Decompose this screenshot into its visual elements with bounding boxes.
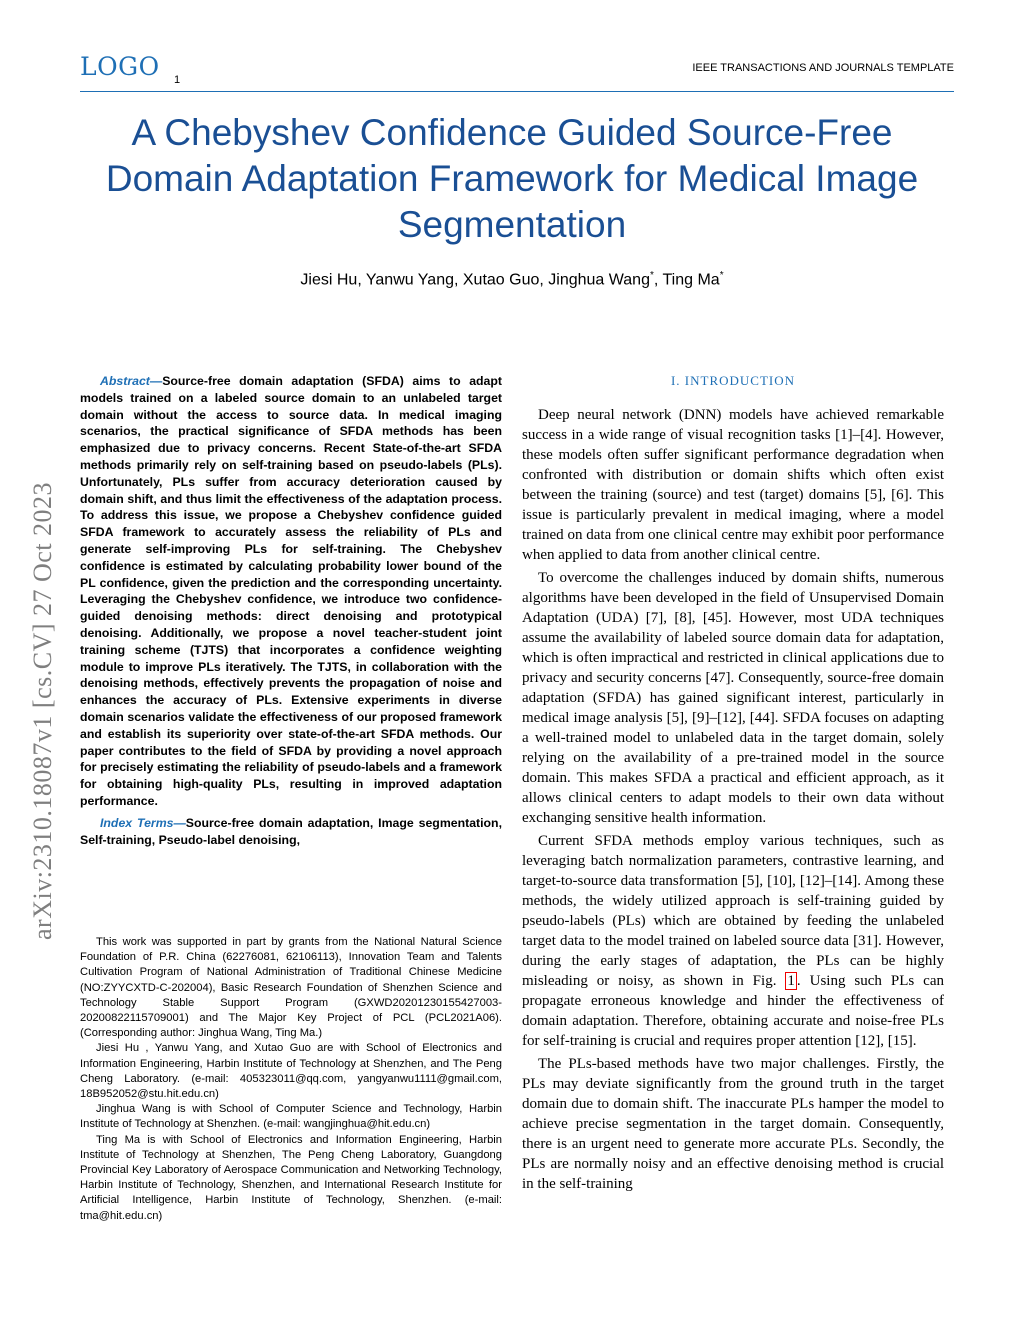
page-number: 1 — [174, 74, 181, 86]
index-terms-text: Source-free domain adaptation, Image segmentation, Self-training, Pseudo-label denoising, — [80, 815, 502, 847]
footnotes — [80, 935, 502, 1224]
section-heading-introduction: I. INTRODUCTION — [670, 373, 796, 388]
intro-paragraph-4: The PLs-based methods have two major challenges. Firstly, the PLs may deviate significantly from the ground truth in the target domain due to domain shift. The inaccurate PLs hamper the model to achieve precise segmentation in the target domain. Consequently, there is an urgent need to generate more accurate PLs. Secondly, the PLs are normally noisy and an effective denoising method is crucial in the self-training — [522, 1056, 944, 1192]
intro-paragraph-2: To overcome the challenges induced by domain shifts, numerous algorithms have been developed in the field of Unsupervised Domain Adaptation (UDA) [7], [8], [45]. However, most UDA techniques assume the availability of labeled source domain data for adaptation, which is often impractical and restricted in clinical applications due to privacy and security concerns [47]. Consequently, source-free domain adaptation (SFDA) has gained significant interest, particularly in medical image analysis [5], [9]–[12], [44]. SFDA focuses on adapting a well-trained model to unlabeled data in the target domain, solely relying on the availability of a pre-trained model in the source domain. This makes SFDA a practical and efficient approach, as it allows clinical centers to adapt models to their own data without exchanging sensitive health information. — [522, 570, 944, 826]
author-list — [80, 270, 944, 289]
corresponding-mark-b: * — [719, 270, 724, 281]
intro-paragraph-3-start: Current SFDA methods employ various techniques, such as leveraging batch normalization parameters, contrastive learning, and target-to-source data transformation [5], [10], [12]–[14]. Among these methods, the widely utilized approach is self-training guided by pseudo-labels (PLs) which are obtained by feeding the unlabeled target data to the model trained on labeled source data [31]. However, during the early stages of adaptation, the PLs can be highly misleading or noisy, as shown in Fig. — [522, 833, 944, 989]
index-terms-label: Index Terms— — [100, 815, 186, 830]
footnote-funding: This work was supported in part by grants from the National Natural Science Foundation of P.R. China (62276081, 62106113), Innovation Team and Talents Cultivation Program of National Administration of Traditional Chinese Medicine (NO:ZYYCXTD-C-202004), Basic Research Foundation of Shenzhen Science and Technology Stable Support Program (GXWD20201230155427003-20200822115709001) and The Major Key Project of PCL (PCL2021A06). (Corresponding author: Jinghua Wang, Ting Ma.) — [80, 936, 502, 1040]
footnote-affiliation-3: Ting Ma is with School of Electronics and Information Engineering, Harbin Institute of Technology at Shenzhen, The Peng Cheng Laboratory, Guangdong Provincial Key Laboratory of Aerospace Communication and Networking Technology, Harbin Institute of Technology, Shenzhen, and International Research Institute for Artificial Intelligence, Harbin Institute of Technology, Shenzhen. (e-mail: tma@hit.edu.cn) — [80, 1133, 502, 1222]
authors-part-a: Jiesi Hu, Yanwu Yang, Xutao Guo, Jinghua Wang — [300, 271, 650, 289]
abstract-label: Abstract— — [100, 374, 163, 388]
index-terms — [80, 815, 502, 849]
paper-title: A Chebyshev Confidence Guided Source-Free Domain Adaptation Framework for Medical Image Segmentation — [105, 112, 919, 245]
right-column — [522, 373, 944, 1197]
left-column — [80, 373, 502, 848]
figure-link[interactable]: 1 — [787, 973, 795, 989]
journal-header: IEEE TRANSACTIONS AND JOURNALS TEMPLATE — [692, 62, 954, 74]
header-rule — [80, 91, 954, 92]
abstract-text: Source-free domain adaptation (SFDA) aims to adapt models trained on a labeled source domain to an unlabeled target domain without the access to source data. In medical imaging scenarios, the practical significance of SFDA methods has been emphasized due to privacy concerns. Recent State-of-the-art SFDA methods primarily rely on self-training based on pseudo-labels (PLs). Unfortunately, PLs suffer from accuracy deterioration caused by domain shift, and thus limit the effectiveness of the adaptation process. To address this issue, we propose a Chebyshev confidence guided SFDA framework to accurately assess the reliability of PLs and generate self-improving PLs for self-training. The Chebyshev confidence is estimated by calculating probability lower bound of the PL confidence, given the prediction and the corresponding uncertainty. Leveraging the Chebyshev confidence, we introduce two confidence-guided denoising methods: direct denoising and prototypical denoising. Additionally, we propose a novel teacher-student joint training scheme (TJTS) that incorporates a confidence weighting module to improve PLs iteratively. The TJTS, in collaboration with the denoising methods, effectively prevents the propagation of noise and enhances the accuracy of PLs. Extensive experiments in diverse domain scenarios validate the effectiveness of our proposed framework and establish its superiority over state-of-the-art SFDA methods. Our paper contributes to the field of SFDA by providing a novel approach for precisely estimating the reliability of pseudo-labels and a framework for obtaining high-quality PLs, resulting in improved adaptation performance. — [80, 374, 502, 808]
intro-paragraph-3 — [522, 831, 944, 1051]
intro-paragraph-1: Deep neural network (DNN) models have achieved remarkable success in a wide range of visual recognition tasks [1]–[4]. However, these models often suffer significant performance degradation when confronted with distribution or domain shifts which often exist between the training (source) and test (target) domains [5], [6]. This issue is particularly prevalent in medical imaging, where a model trained on data from one clinical centre may exhibit poor performance when applied to data from another clinical centre. — [522, 407, 944, 563]
arxiv-stamp[interactable]: arXiv:2310.18087v1 [cs.CV] 27 Oct 2023 — [28, 481, 57, 940]
intro-paragraph-3-end: . Using such PLs can propagate erroneous knowledge and hinder the effectiveness of domain adaptation. Therefore, obtaining accurate and noise-free PLs for self-training is crucial and requires proper attention [12], [15]. — [522, 973, 944, 1049]
footnote-affiliation-1: Jiesi Hu , Yanwu Yang, and Xutao Guo are with School of Electronics and Information Engineering, Harbin Institute of Technology at Shenzhen, and The Peng Cheng Laboratory. (e-mail: 405323011@qq.com, yangyanwu1111@gmail.com, 18B952052@stu.hit.edu.cn) — [80, 1042, 502, 1101]
abstract — [80, 373, 502, 810]
journal-logo: LOGO — [80, 52, 160, 81]
authors-separator: , — [653, 271, 663, 289]
authors-part-b: Ting Ma — [662, 271, 720, 289]
footnote-affiliation-2: Jinghua Wang is with School of Computer Science and Technology, Harbin Institute of Technology at Shenzhen. (e-mail: wangjinghua@hit.edu.cn) — [80, 1103, 502, 1131]
corresponding-mark-a: * — [649, 270, 654, 281]
